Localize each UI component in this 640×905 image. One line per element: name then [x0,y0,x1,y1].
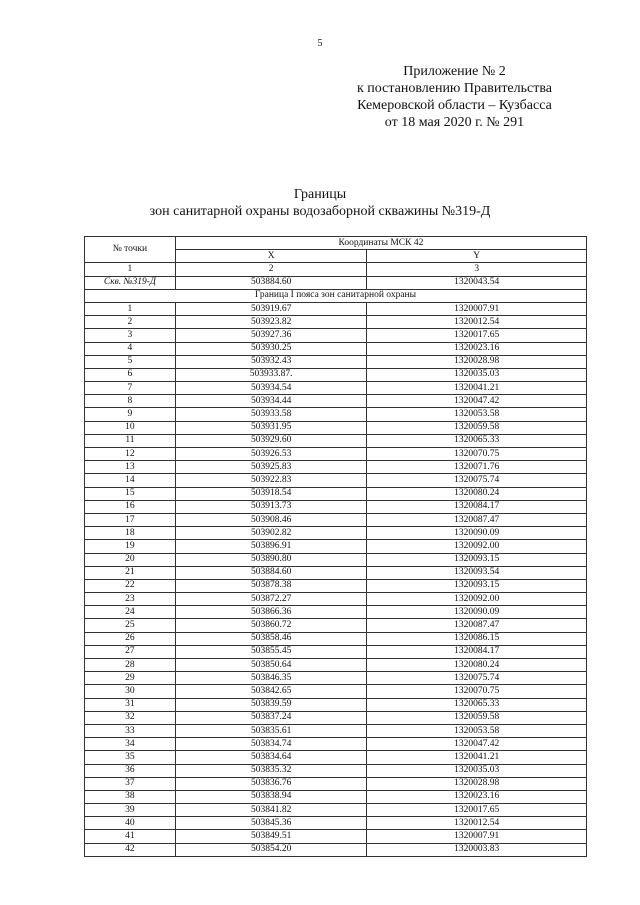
coord-y: 1320059.58 [367,421,587,434]
point-number: 7 [85,382,176,395]
coord-x: 503902.82 [175,527,367,540]
coord-x: 503923.82 [175,316,367,329]
coord-x: 503866.36 [175,606,367,619]
table-row [85,540,587,553]
header-y: Y [367,250,587,263]
coord-y: 1320090.09 [367,527,587,540]
header-x: X [175,250,367,263]
table-row [85,632,587,645]
table-row [85,355,587,368]
table-row [85,764,587,777]
well-row [85,276,587,289]
coord-y: 1320087.47 [367,619,587,632]
point-number: 35 [85,751,176,764]
point-number: 34 [85,738,176,751]
point-number: 21 [85,566,176,579]
coord-y: 1320028.98 [367,355,587,368]
point-number: 42 [85,843,176,856]
table-row [85,645,587,658]
coord-x: 503896.91 [175,540,367,553]
table-row [85,566,587,579]
table-row [85,395,587,408]
table-row [85,527,587,540]
page-number: 5 [317,38,323,49]
coord-y: 1320087.47 [367,513,587,526]
point-number: 23 [85,593,176,606]
table-row [85,382,587,395]
point-number: 24 [85,606,176,619]
coord-y: 1320035.03 [367,368,587,381]
coord-x: 503929.60 [175,434,367,447]
table-row [85,329,587,342]
coord-y: 1320093.15 [367,553,587,566]
coord-y: 1320086.15 [367,632,587,645]
table-row [85,593,587,606]
coord-x: 503931.95 [175,421,367,434]
well-y: 1320043.54 [367,276,587,289]
table-row [85,751,587,764]
table-row [85,368,587,381]
coord-y: 1320053.58 [367,408,587,421]
point-number: 2 [85,316,176,329]
point-number: 16 [85,500,176,513]
appendix-line-4: от 18 мая 2020 г. № 291 [384,115,525,130]
coord-x: 503855.45 [175,645,367,658]
coord-x: 503834.64 [175,751,367,764]
table-row [85,461,587,474]
coord-y: 1320075.74 [367,474,587,487]
point-number: 25 [85,619,176,632]
coord-y: 1320023.16 [367,790,587,803]
table-row [85,302,587,315]
coord-y: 1320047.42 [367,738,587,751]
table-row [85,619,587,632]
point-number: 9 [85,408,176,421]
coord-y: 1320041.21 [367,382,587,395]
table-row [85,421,587,434]
point-number: 29 [85,672,176,685]
table-row [85,843,587,856]
coord-x: 503872.27 [175,593,367,606]
coord-y: 1320007.91 [367,302,587,315]
coord-y: 1320070.75 [367,685,587,698]
coord-x: 503890.80 [175,553,367,566]
coord-y: 1320059.58 [367,711,587,724]
point-number: 37 [85,777,176,790]
coord-x: 503933.58 [175,408,367,421]
coord-y: 1320028.98 [367,777,587,790]
table-row [85,817,587,830]
table-row [85,579,587,592]
table-row [85,500,587,513]
coord-x: 503932.43 [175,355,367,368]
column-number: 2 [175,263,367,276]
table-row [85,790,587,803]
zone-label: Граница I пояса зон санитарной охраны [85,289,587,302]
point-number: 32 [85,711,176,724]
table-row [85,513,587,526]
appendix-line-2: к постановлению Правительства [356,81,552,96]
coord-y: 1320075.74 [367,672,587,685]
table-row [85,659,587,672]
point-number: 26 [85,632,176,645]
coord-y: 1320084.17 [367,645,587,658]
coord-x: 503839.59 [175,698,367,711]
table-header-row [85,237,587,250]
coord-x: 503922.83 [175,474,367,487]
point-number: 10 [85,421,176,434]
coord-x: 503927.36 [175,329,367,342]
coord-y: 1320093.54 [367,566,587,579]
appendix-line-3: Кемеровской области – Кузбасса [357,98,552,113]
coord-y: 1320090.09 [367,606,587,619]
coord-y: 1320012.54 [367,316,587,329]
point-number: 19 [85,540,176,553]
table-row [85,777,587,790]
coord-x: 503878.38 [175,579,367,592]
coord-y: 1320017.65 [367,329,587,342]
table-row [85,448,587,461]
point-number: 4 [85,342,176,355]
table-row [85,830,587,843]
title-line-2: зон санитарной охраны водозаборной скважины №319-Д [149,204,491,219]
table-row [85,487,587,500]
column-number: 1 [85,263,176,276]
point-number: 17 [85,513,176,526]
point-number: 22 [85,579,176,592]
well-x: 503884.60 [175,276,367,289]
coord-x: 503850.64 [175,659,367,672]
point-number: 3 [85,329,176,342]
coord-x: 503854.20 [175,843,367,856]
appendix-line-1: Приложение № 2 [403,64,506,79]
point-number: 14 [85,474,176,487]
coord-y: 1320065.33 [367,698,587,711]
coord-x: 503846.35 [175,672,367,685]
point-number: 12 [85,448,176,461]
point-number: 8 [85,395,176,408]
coord-x: 503834.74 [175,738,367,751]
point-number: 36 [85,764,176,777]
coordinates-table [84,236,587,857]
coord-x: 503934.44 [175,395,367,408]
coord-y: 1320093.15 [367,579,587,592]
coord-x: 503842.65 [175,685,367,698]
coord-x: 503913.73 [175,500,367,513]
coord-x: 503930.25 [175,342,367,355]
coord-y: 1320065.33 [367,434,587,447]
table-row [85,672,587,685]
coord-x: 503919.67 [175,302,367,315]
title-line-1: Границы [293,187,347,202]
point-number: 11 [85,434,176,447]
well-label: Скв. №319-Д [85,276,176,289]
point-number: 41 [85,830,176,843]
coord-x: 503860.72 [175,619,367,632]
coord-x: 503933.87. [175,368,367,381]
point-number: 38 [85,790,176,803]
point-number: 39 [85,804,176,817]
point-number: 18 [85,527,176,540]
coord-y: 1320017.65 [367,804,587,817]
coord-x: 503841.82 [175,804,367,817]
table-row [85,553,587,566]
coord-x: 503836.76 [175,777,367,790]
table-row [85,685,587,698]
coord-y: 1320041.21 [367,751,587,764]
coord-x: 503837.24 [175,711,367,724]
table-row [85,698,587,711]
column-number: 3 [367,263,587,276]
coord-x: 503918.54 [175,487,367,500]
coord-x: 503934.54 [175,382,367,395]
table-row [85,316,587,329]
point-number: 5 [85,355,176,368]
coord-y: 1320023.16 [367,342,587,355]
table-row [85,724,587,737]
coord-y: 1320070.75 [367,448,587,461]
table-row [85,342,587,355]
coord-y: 1320012.54 [367,817,587,830]
document-title [0,186,640,220]
coord-y: 1320071.76 [367,461,587,474]
coord-x: 503835.61 [175,724,367,737]
coord-y: 1320007.91 [367,830,587,843]
coord-x: 503925.83 [175,461,367,474]
point-number: 6 [85,368,176,381]
column-number-row [85,263,587,276]
table-row [85,606,587,619]
coord-y: 1320092.00 [367,540,587,553]
coord-x: 503908.46 [175,513,367,526]
zone-label-row [85,289,587,302]
point-number: 27 [85,645,176,658]
coord-y: 1320035.03 [367,764,587,777]
header-point-number: № точки [85,237,176,263]
point-number: 31 [85,698,176,711]
table-row [85,474,587,487]
point-number: 20 [85,553,176,566]
appendix-block [357,63,552,131]
coord-y: 1320053.58 [367,724,587,737]
coord-y: 1320047.42 [367,395,587,408]
point-number: 33 [85,724,176,737]
point-number: 28 [85,659,176,672]
point-number: 13 [85,461,176,474]
coord-y: 1320080.24 [367,659,587,672]
coord-x: 503838.94 [175,790,367,803]
coord-x: 503849.51 [175,830,367,843]
point-number: 30 [85,685,176,698]
table-row [85,711,587,724]
point-number: 15 [85,487,176,500]
coord-y: 1320084.17 [367,500,587,513]
coord-x: 503858.46 [175,632,367,645]
coord-x: 503926.53 [175,448,367,461]
coord-x: 503835.32 [175,764,367,777]
coord-x: 503884.60 [175,566,367,579]
point-number: 1 [85,302,176,315]
table-row [85,434,587,447]
header-coordinates: Координаты МСК 42 [175,237,586,250]
table-row [85,804,587,817]
coord-x: 503845.36 [175,817,367,830]
table-row [85,738,587,751]
coord-y: 1320080.24 [367,487,587,500]
coord-y: 1320003.83 [367,843,587,856]
coord-y: 1320092.00 [367,593,587,606]
table-row [85,408,587,421]
point-number: 40 [85,817,176,830]
